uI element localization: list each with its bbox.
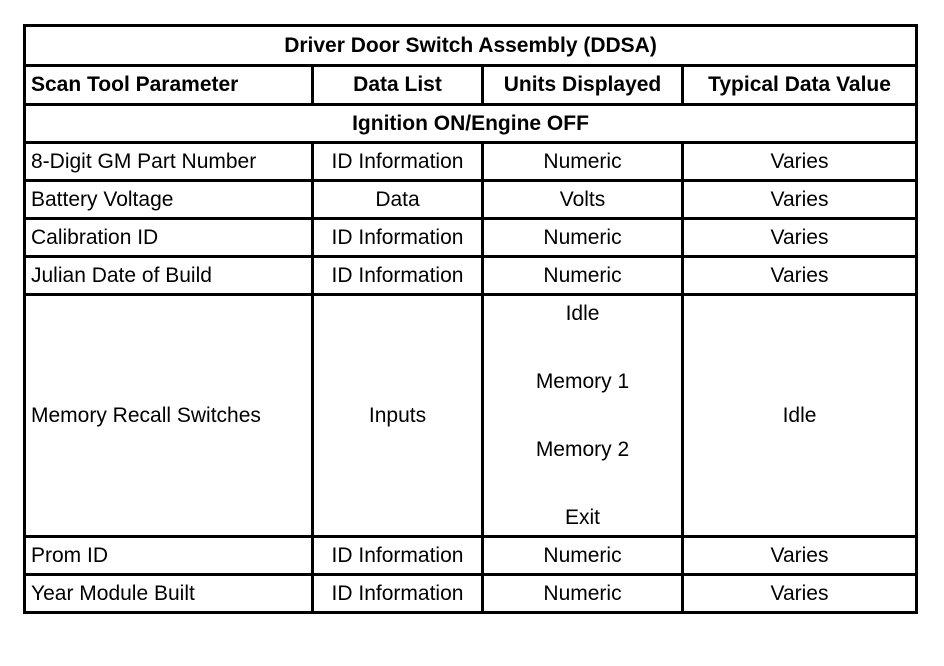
cell-parameter: Year Module Built: [25, 575, 313, 613]
cell-parameter: Julian Date of Build: [25, 257, 313, 295]
table-row: [25, 181, 917, 219]
cell-data-list: ID Information: [313, 257, 483, 295]
unit-option: Memory 2: [535, 438, 630, 461]
header-typical-data-value: Typical Data Value: [683, 66, 917, 105]
cell-units: Numeric: [483, 575, 683, 613]
cell-data-list: ID Information: [313, 143, 483, 181]
unit-option: Exit: [564, 506, 600, 529]
table-row: [25, 143, 917, 181]
ddsa-data-table: [23, 24, 918, 614]
table-row-memory-recall: [25, 295, 917, 537]
cell-data-list: ID Information: [313, 575, 483, 613]
cell-units: [483, 295, 683, 537]
table-row: [25, 257, 917, 295]
cell-data-list: ID Information: [313, 219, 483, 257]
cell-typical: Idle: [683, 295, 917, 537]
section-row: [25, 105, 917, 143]
table-title-row: [25, 26, 917, 66]
table-row: [25, 575, 917, 613]
cell-units: Volts: [483, 181, 683, 219]
table-row: [25, 219, 917, 257]
cell-parameter: Prom ID: [25, 537, 313, 575]
unit-option: Idle: [565, 302, 600, 325]
cell-typical: Varies: [683, 537, 917, 575]
table-header-row: [25, 66, 917, 105]
cell-parameter: Battery Voltage: [25, 181, 313, 219]
cell-parameter: 8-Digit GM Part Number: [25, 143, 313, 181]
header-units-displayed: Units Displayed: [483, 66, 683, 105]
cell-data-list: Data: [313, 181, 483, 219]
cell-typical: Varies: [683, 257, 917, 295]
cell-typical: Varies: [683, 219, 917, 257]
unit-option: Memory 1: [535, 370, 630, 393]
table-row: [25, 537, 917, 575]
section-label: Ignition ON/Engine OFF: [25, 105, 917, 143]
cell-data-list: ID Information: [313, 537, 483, 575]
cell-parameter: Memory Recall Switches: [25, 295, 313, 537]
cell-units: Numeric: [483, 143, 683, 181]
cell-typical: Varies: [683, 143, 917, 181]
cell-parameter: Calibration ID: [25, 219, 313, 257]
cell-typical: Varies: [683, 575, 917, 613]
cell-typical: Varies: [683, 181, 917, 219]
cell-units: Numeric: [483, 219, 683, 257]
header-data-list: Data List: [313, 66, 483, 105]
table-title: Driver Door Switch Assembly (DDSA): [25, 26, 917, 66]
cell-units: Numeric: [483, 257, 683, 295]
cell-data-list: Inputs: [313, 295, 483, 537]
header-scan-tool-parameter: Scan Tool Parameter: [25, 66, 313, 105]
cell-units: Numeric: [483, 537, 683, 575]
